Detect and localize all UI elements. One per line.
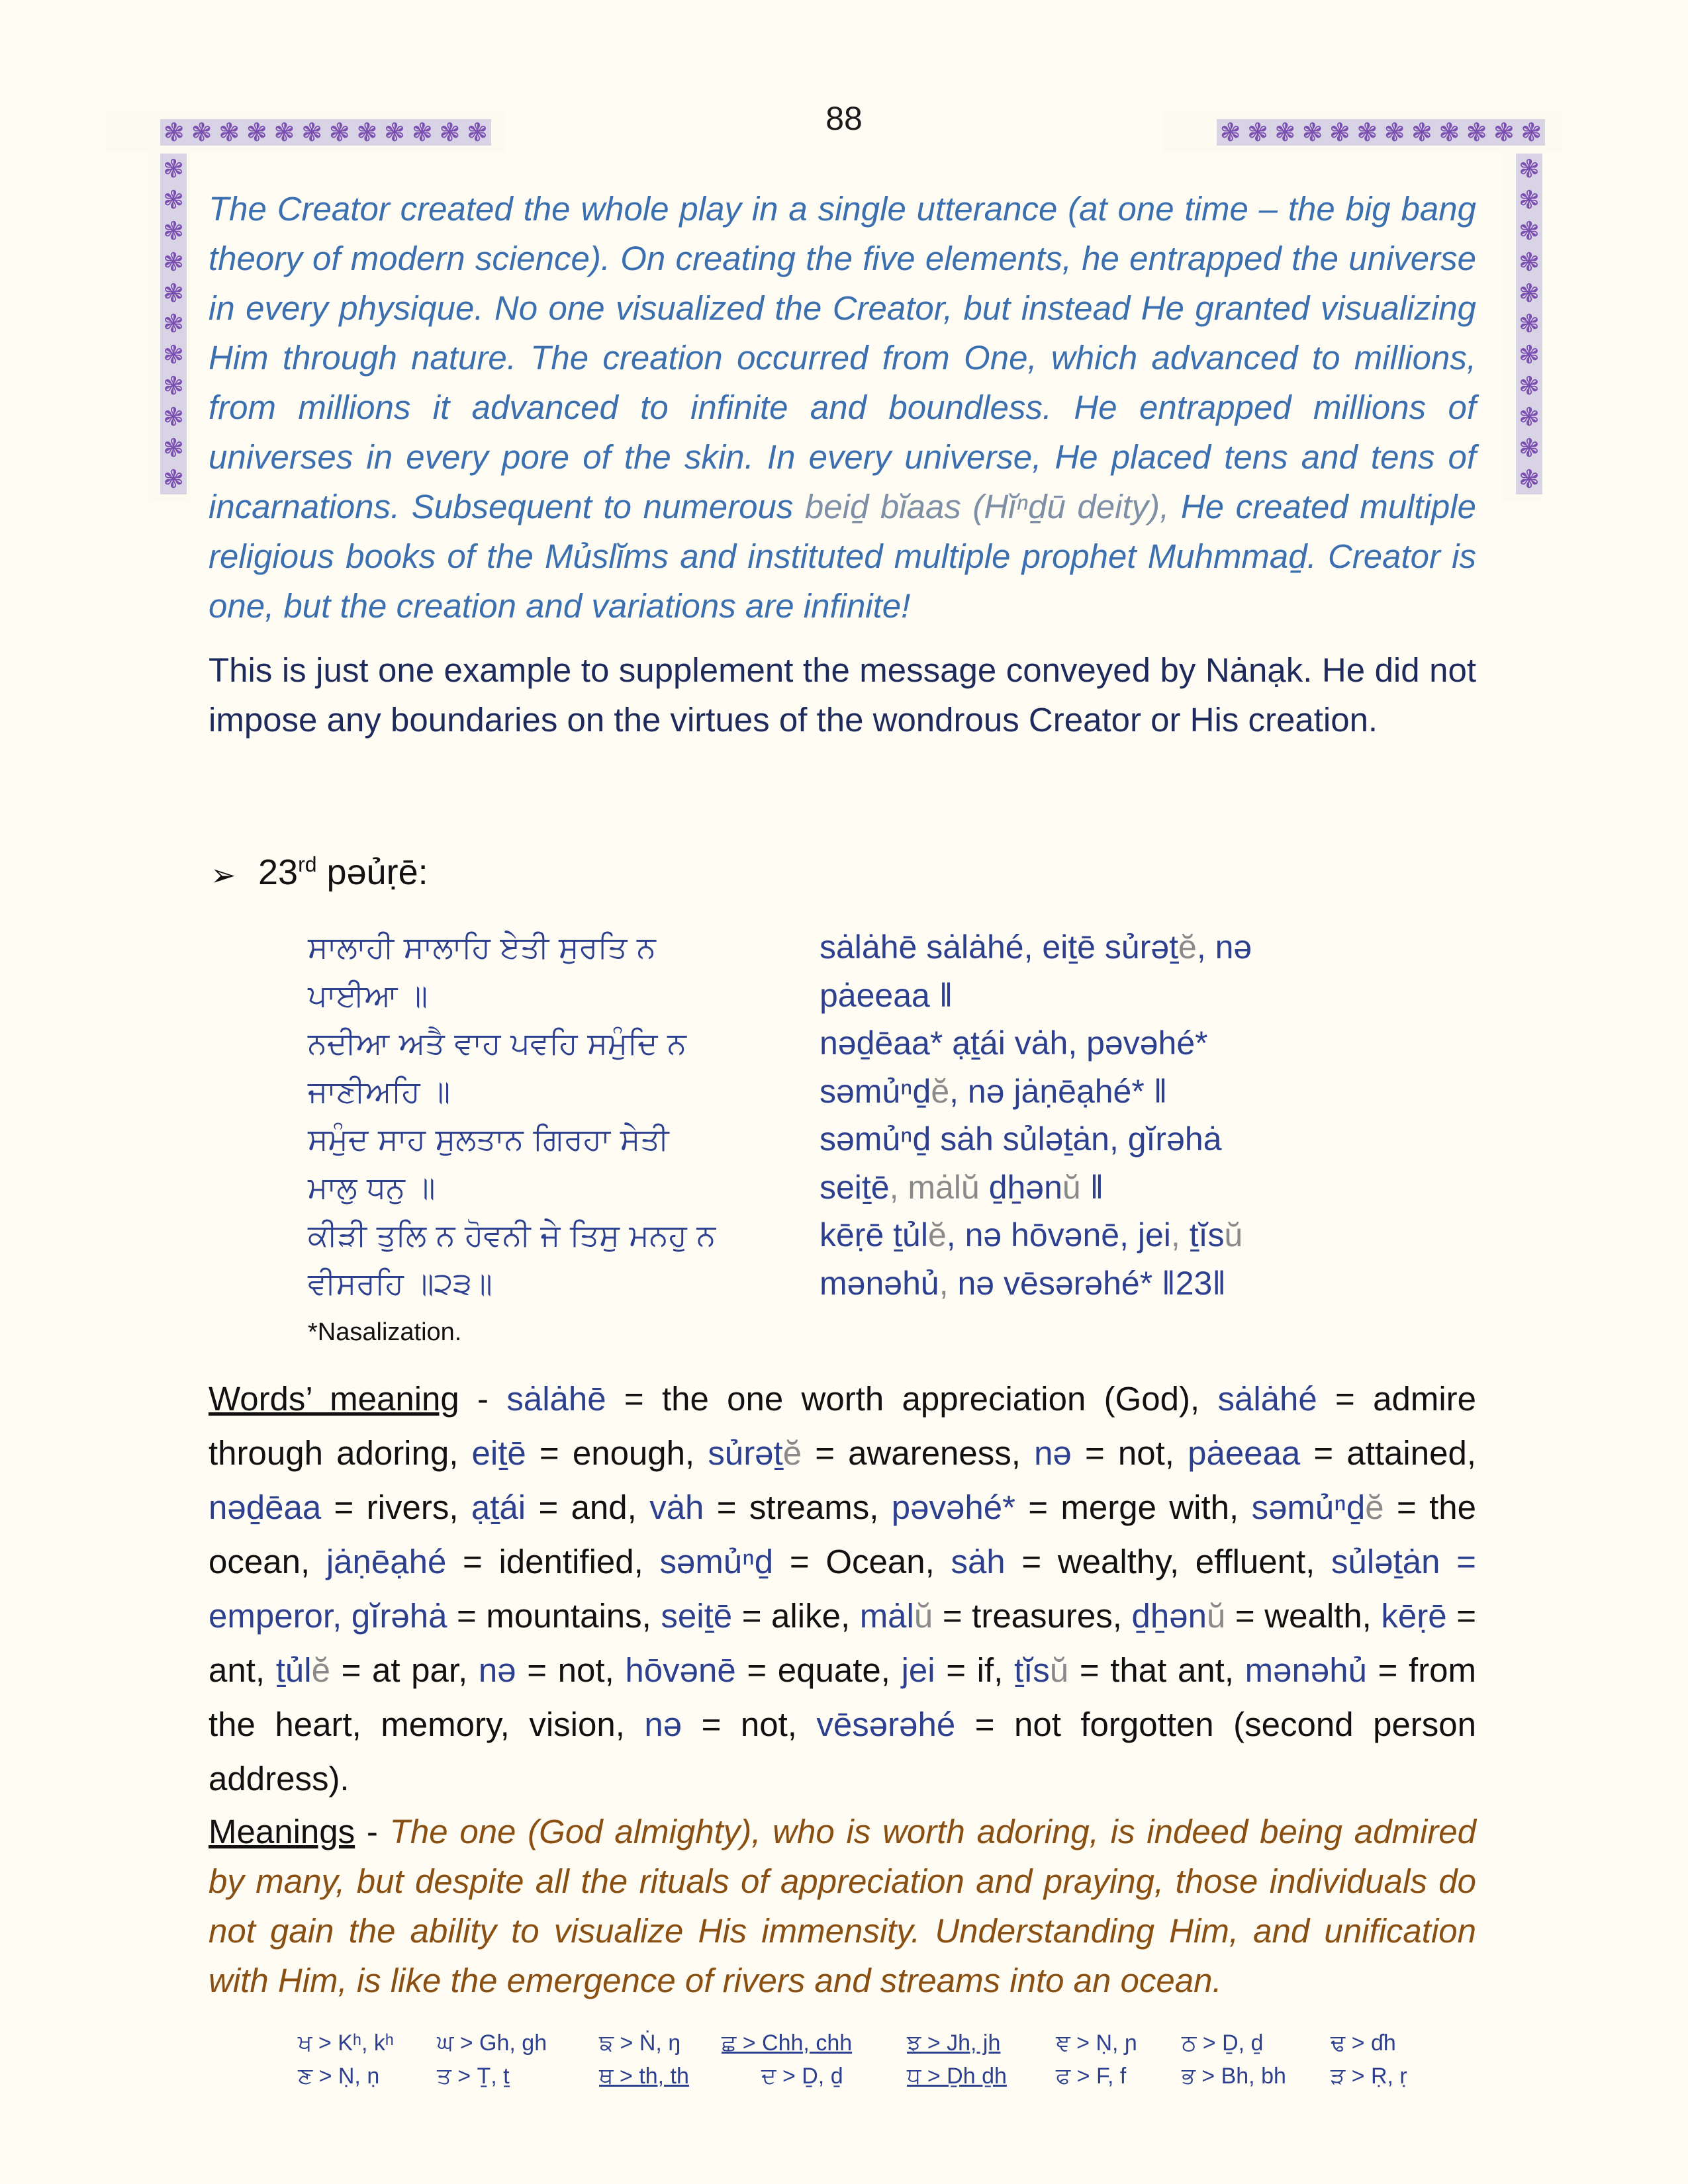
intro-line-3: universe in every physique. No one visualized the Creator, but instead He granted bbox=[209, 240, 1476, 327]
gurmukhi-line: ਨਦੀਆ ਅਤੈ ਵਾਹ ਪਵਹਿ ਸਮੁੰਦਿ ਨ bbox=[308, 1025, 686, 1061]
word-term: səmủⁿḏ bbox=[659, 1543, 774, 1580]
key-item: ਢ > ɗh bbox=[1331, 2030, 1396, 2056]
flower-ornament-icon: ❃ bbox=[1519, 371, 1540, 401]
flower-ornament-icon: ❃ bbox=[1247, 118, 1268, 147]
flower-ornament-icon: ❃ bbox=[163, 433, 184, 463]
flower-ornament-icon: ❃ bbox=[1383, 118, 1405, 147]
translit-line bbox=[820, 1068, 1252, 1116]
meanings-sep: - bbox=[355, 1813, 390, 1850]
flower-ornament-icon: ❃ bbox=[163, 216, 184, 246]
intro-line-1: The Creator created the whole play in a single utterance (at one time – the big bbox=[209, 190, 1391, 228]
word-definition: = Ocean, bbox=[773, 1543, 951, 1580]
flower-ornament-icon: ❃ bbox=[1274, 118, 1296, 147]
meanings-paragraph bbox=[209, 1807, 1476, 2005]
key-item: ਫ > F, f bbox=[1056, 2064, 1127, 2089]
translit-text: , nə jȧṇēạhé* ǁ bbox=[949, 1072, 1168, 1110]
word-term-faint: ŭ bbox=[1206, 1597, 1226, 1635]
word-term: seiṯē bbox=[661, 1597, 733, 1635]
word-definition: = wealth, bbox=[1225, 1597, 1382, 1635]
word-definition: = not, bbox=[682, 1706, 817, 1743]
translit-text: nə vēsərəhé* ǁ23ǁ bbox=[948, 1264, 1226, 1302]
translit-text: səmủⁿḏ bbox=[820, 1072, 931, 1110]
flower-ornament-icon: ❃ bbox=[1519, 464, 1540, 494]
flower-ornament-icon: ❃ bbox=[1519, 247, 1540, 277]
translit-line: səmủⁿḏ sȧh sủləṯȧn, gĭrəhȧ bbox=[820, 1120, 1222, 1158]
key-item: ਣ > Ṇ, ṇ bbox=[298, 2064, 380, 2089]
word-definition: = awareness, bbox=[802, 1434, 1035, 1472]
flower-ornament-icon: ❃ bbox=[1519, 433, 1540, 463]
word-term-faint: ĕ bbox=[311, 1651, 330, 1689]
page-number: 88 bbox=[825, 100, 863, 137]
word-definition: = equate, bbox=[735, 1651, 902, 1689]
flower-ornament-icon: ❃ bbox=[163, 371, 184, 401]
translit-text: , nə bbox=[1196, 929, 1252, 966]
words-meaning-body bbox=[209, 1380, 1476, 1797]
meanings-heading: Meanings bbox=[209, 1813, 355, 1850]
flower-ornament-icon: ❃ bbox=[1521, 118, 1542, 147]
word-definition: = if, bbox=[935, 1651, 1014, 1689]
word-term: sȧh bbox=[951, 1543, 1006, 1580]
translit-line bbox=[820, 923, 1252, 972]
word-term: hōvənē bbox=[625, 1651, 736, 1689]
flower-ornament-icon: ❃ bbox=[163, 402, 184, 432]
key-item: ਞ > Ṇ, ɲ bbox=[1056, 2030, 1137, 2056]
intro-line-7-start: and tens of incarnations. Subsequent to numerous bbox=[209, 438, 1476, 525]
flower-ornament-icon: ❃ bbox=[163, 185, 184, 215]
word-definition: = wealthy, effluent, bbox=[1005, 1543, 1332, 1580]
key-item: ਤ > Ṯ, ṯ bbox=[437, 2064, 510, 2089]
flower-ornament-icon: ❃ bbox=[328, 118, 350, 147]
flower-ornament-icon: ❃ bbox=[301, 118, 323, 147]
word-term: kēṛē bbox=[1381, 1597, 1447, 1635]
flower-ornament-icon: ❃ bbox=[1519, 309, 1540, 339]
word-term: mənəhủ bbox=[1244, 1651, 1367, 1689]
flower-ornament-icon: ❃ bbox=[163, 278, 184, 308]
flower-ornament-icon: ❃ bbox=[163, 464, 184, 494]
key-item: ਝ > Jh, jh bbox=[907, 2030, 1001, 2056]
flower-ornament-icon: ❃ bbox=[1519, 340, 1540, 370]
flower-ornament-icon: ❃ bbox=[1466, 118, 1487, 147]
flower-ornament-icon: ❃ bbox=[191, 118, 212, 147]
ornament-border-top-left bbox=[160, 119, 491, 146]
flower-ornament-icon: ❃ bbox=[356, 118, 378, 147]
meanings-text: The one (God almighty), who is worth adoring, is indeed being admired by many, but despite all the rituals of appreciation and praying, those individuals do not gain the ability to visualize His immensity. Understanding Him, and unification with Him, is like the emergence of rivers and streams into an ocean. bbox=[209, 1813, 1476, 1999]
word-term: ḏẖən bbox=[1131, 1597, 1207, 1635]
intro-line-2: bang theory of modern science). On creating the five elements, he entrapped the bbox=[209, 190, 1477, 277]
flower-ornament-icon: ❃ bbox=[246, 118, 267, 147]
flower-ornament-icon: ❃ bbox=[1356, 118, 1378, 147]
word-definition: = mountains, bbox=[447, 1597, 661, 1635]
translit-faint: ĕ bbox=[1178, 929, 1197, 966]
translit-text: seiṯē bbox=[820, 1168, 890, 1206]
key-item: ਘ > Gh, gh bbox=[437, 2030, 547, 2056]
word-term: mȧl bbox=[859, 1597, 914, 1635]
translit-line bbox=[820, 1211, 1252, 1259]
word-definition: = treasures, bbox=[933, 1597, 1132, 1635]
translit-line bbox=[820, 1163, 1252, 1212]
word-term-faint: ĕ bbox=[782, 1434, 802, 1472]
intro-line-8: created multiple religious books of the Mủslĭms and instituted multiple prophet bbox=[209, 488, 1476, 575]
key-item: ਖ > Kʰ, kʰ bbox=[298, 2030, 394, 2056]
example-paragraph: This is just one example to supplement the message conveyed by Nȧnạk. He did not impose any boundaries on the virtues of the wondrous Creator or His creation. bbox=[209, 651, 1476, 739]
words-meaning-heading: Words’ meaning bbox=[209, 1380, 459, 1418]
translit-text: sȧlȧhē sȧlȧhé, eiṯē sủrəṯ bbox=[820, 929, 1179, 966]
intro-paragraph bbox=[209, 184, 1476, 631]
translit-faint: ŭ bbox=[961, 1168, 980, 1206]
key-item: ਙ > Ṅ, ŋ bbox=[599, 2030, 681, 2056]
nasalization-note: *Nasalization. bbox=[308, 1318, 462, 1346]
translit-text: ǁ bbox=[1080, 1168, 1104, 1206]
flower-ornament-icon: ❃ bbox=[163, 309, 184, 339]
word-definition: = not, bbox=[516, 1651, 626, 1689]
translit-faint: ĕ bbox=[927, 1216, 947, 1253]
word-definition: = enough, bbox=[526, 1434, 708, 1472]
verse-transliteration bbox=[820, 923, 1252, 1307]
section-number-suffix: rd bbox=[298, 852, 317, 876]
flower-ornament-icon: ❃ bbox=[384, 118, 405, 147]
word-term-faint: ŭ bbox=[1049, 1651, 1069, 1689]
word-term: sȧlȧhē bbox=[506, 1380, 606, 1418]
translit-line: nəḏēaa* ạṯái vȧh, pəvəhé* bbox=[820, 1024, 1208, 1062]
gurmukhi-line: ਸਾਲਾਹੀ ਸਾਲਾਹਿ ਏਤੀ ਸੁਰਤਿ ਨ bbox=[308, 929, 656, 965]
translit-faint: ĕ bbox=[931, 1072, 950, 1110]
intro-term-beid-biaas: beiḏ bĭaas (Hĭⁿḏū deity), bbox=[804, 488, 1170, 525]
word-term: nə bbox=[644, 1706, 682, 1743]
flower-ornament-icon: ❃ bbox=[218, 118, 240, 147]
flower-ornament-icon: ❃ bbox=[1519, 278, 1540, 308]
flower-ornament-icon: ❃ bbox=[163, 154, 184, 184]
translit-faint: , bbox=[939, 1264, 949, 1302]
section-title: pəủṛē: bbox=[316, 852, 428, 892]
translit-text: , nə hōvənē, jei bbox=[946, 1216, 1171, 1253]
flower-ornament-icon: ❃ bbox=[1493, 118, 1515, 147]
key-item: ਥ > th, th bbox=[599, 2064, 689, 2089]
bullet-arrow-icon: ➢ bbox=[211, 858, 236, 892]
word-term: pȧeeaa bbox=[1188, 1434, 1301, 1472]
word-term: nə bbox=[478, 1651, 516, 1689]
key-item: ਧ > Ḏh ḏh bbox=[907, 2064, 1007, 2089]
word-definition: = from the heart, memory, vision, bbox=[209, 1651, 1477, 1743]
word-definition: = streams, bbox=[704, 1488, 892, 1526]
word-definition: = and, bbox=[526, 1488, 650, 1526]
word-term: sủrəṯ bbox=[708, 1434, 783, 1472]
flower-ornament-icon: ❃ bbox=[1411, 118, 1432, 147]
word-term-faint: ĕ bbox=[1365, 1488, 1384, 1526]
flower-ornament-icon: ❃ bbox=[1519, 402, 1540, 432]
word-definition: - bbox=[459, 1380, 507, 1418]
word-term: ṯĭs bbox=[1013, 1651, 1050, 1689]
word-definition: = attained, bbox=[1300, 1434, 1476, 1472]
gurmukhi-line: ਪਾਈਆ ॥ bbox=[308, 977, 428, 1013]
flower-ornament-icon: ❃ bbox=[1329, 118, 1350, 147]
flower-ornament-icon: ❃ bbox=[163, 340, 184, 370]
word-term: nəḏēaa bbox=[209, 1488, 322, 1526]
section-heading bbox=[258, 852, 428, 893]
ornament-border-right bbox=[1516, 154, 1542, 494]
word-term: jei bbox=[901, 1651, 935, 1689]
word-definition: = the ocean, bbox=[209, 1488, 1477, 1580]
word-definition: = at par, bbox=[330, 1651, 479, 1689]
word-definition: = that ant, bbox=[1068, 1651, 1245, 1689]
translit-text: mənəhủ bbox=[820, 1264, 939, 1302]
key-item: ਛ > Chh, chh bbox=[722, 2030, 853, 2056]
key-item: ਠ > Ḏ, ḏ bbox=[1182, 2030, 1264, 2056]
word-term-faint: ŭ bbox=[914, 1597, 933, 1635]
translit-faint: ŭ bbox=[1062, 1168, 1081, 1206]
intro-line-5: to millions, from millions it advanced to infinite and boundless. He entrapped bbox=[209, 339, 1477, 426]
flower-ornament-icon: ❃ bbox=[1519, 185, 1540, 215]
word-term: səmủⁿḏ bbox=[1251, 1488, 1366, 1526]
word-definition: = rivers, bbox=[321, 1488, 471, 1526]
ornament-border-left bbox=[160, 154, 187, 494]
flower-ornament-icon: ❃ bbox=[1301, 118, 1323, 147]
word-term: ạṯái bbox=[471, 1488, 526, 1526]
word-term: eiṯē bbox=[471, 1434, 526, 1472]
word-term: vēsərəhé bbox=[816, 1706, 956, 1743]
word-term: vȧh bbox=[649, 1488, 704, 1526]
key-item: ਦ > Ḏ, ḏ bbox=[761, 2064, 843, 2089]
intro-line-4: visualizing Him through nature. The creation occurred from One, which advanced bbox=[209, 289, 1477, 377]
flower-ornament-icon: ❃ bbox=[439, 118, 461, 147]
translit-faint: , bbox=[1170, 1216, 1180, 1253]
flower-ornament-icon: ❃ bbox=[1519, 154, 1540, 184]
words-meaning-paragraph bbox=[209, 1372, 1476, 1806]
translit-line: pȧeeaa ǁ bbox=[820, 976, 953, 1014]
gurmukhi-line: ਸਮੁੰਦ ਸਾਹ ਸੁਲਤਾਨ ਗਿਰਹਾ ਸੇਤੀ bbox=[308, 1121, 669, 1157]
flower-ornament-icon: ❃ bbox=[411, 118, 433, 147]
translit-faint: , mȧl bbox=[889, 1168, 961, 1206]
gurmukhi-line: ਮਾਲੁ ਧਨੁ ॥ bbox=[308, 1169, 436, 1205]
translit-text: kēṛē ṯủl bbox=[820, 1216, 928, 1253]
word-definition: = merge with, bbox=[1015, 1488, 1252, 1526]
word-definition: = not forgotten (second person address). bbox=[209, 1706, 1477, 1797]
flower-ornament-icon: ❃ bbox=[163, 118, 185, 147]
key-item: ੜ > Ṛ, ṛ bbox=[1331, 2064, 1407, 2089]
gurmukhi-line: ਕੀੜੀ ਤੁਲਿ ਨ ਹੋਵਨੀ ਜੇ ਤਿਸੁ ਮਨਹੁ ਨ bbox=[308, 1217, 716, 1253]
flower-ornament-icon: ❃ bbox=[1219, 118, 1241, 147]
word-definition: = not, bbox=[1071, 1434, 1188, 1472]
word-term: nə bbox=[1034, 1434, 1072, 1472]
translit-text: ṯĭs bbox=[1180, 1216, 1225, 1253]
section-number: 23 bbox=[258, 852, 299, 892]
gurmukhi-line: ਵੀਸਰਹਿ ॥੨੩॥ bbox=[308, 1265, 492, 1301]
flower-ornament-icon: ❃ bbox=[1438, 118, 1460, 147]
intro-line-6: millions of universes in every pore of the skin. In every universe, He placed tens bbox=[209, 388, 1476, 476]
word-term: sȧlȧhé bbox=[1217, 1380, 1317, 1418]
word-definition: = alike, bbox=[732, 1597, 860, 1635]
ornament-border-top-right bbox=[1217, 119, 1545, 146]
flower-ornament-icon: ❃ bbox=[163, 247, 184, 277]
translit-text: ḏẖən bbox=[979, 1168, 1062, 1206]
key-item: ਭ > Bh, bh bbox=[1182, 2064, 1286, 2089]
word-term: jȧṇēạhé bbox=[326, 1543, 447, 1580]
word-term: sủləṯȧn = emperor, gĭrəhȧ bbox=[209, 1543, 1476, 1635]
flower-ornament-icon: ❃ bbox=[467, 118, 488, 147]
verse-gurmukhi bbox=[308, 923, 716, 1307]
intro-line-9: Muhmmaḏ. Creator is one, but the creation and variations are infinite! bbox=[209, 537, 1476, 625]
flower-ornament-icon: ❃ bbox=[273, 118, 295, 147]
word-definition: = admire through adoring, bbox=[209, 1380, 1476, 1472]
word-definition: = the one worth appreciation (God), bbox=[606, 1380, 1218, 1418]
translit-faint: ŭ bbox=[1224, 1216, 1243, 1253]
word-definition: = ant, bbox=[209, 1597, 1476, 1689]
word-definition: = identified, bbox=[446, 1543, 660, 1580]
word-term: pəvəhé* bbox=[891, 1488, 1015, 1526]
translit-line bbox=[820, 1259, 1252, 1308]
gurmukhi-line: ਜਾਣੀਅਹਿ ॥ bbox=[308, 1073, 451, 1109]
flower-ornament-icon: ❃ bbox=[1519, 216, 1540, 246]
word-term: ṯủl bbox=[275, 1651, 312, 1689]
intro-line-7-end: He bbox=[1169, 488, 1225, 525]
